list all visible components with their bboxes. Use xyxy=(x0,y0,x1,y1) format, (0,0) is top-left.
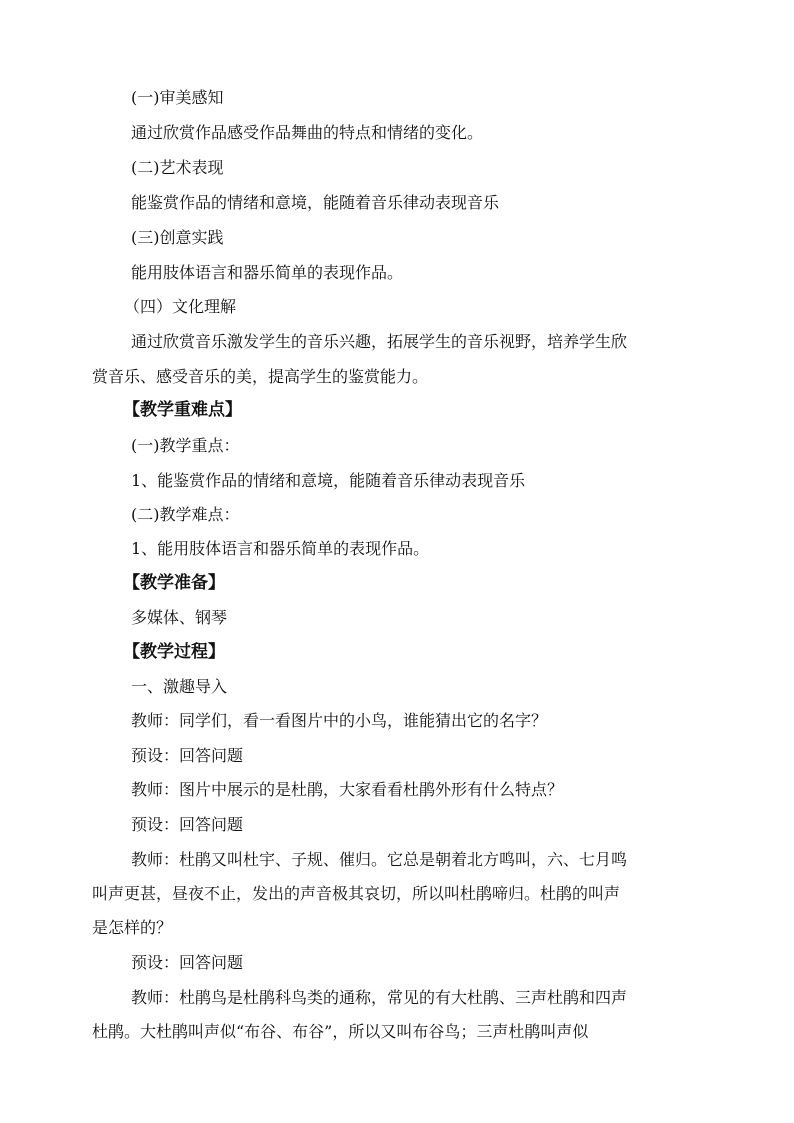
creative-heading: (三)创意实践 xyxy=(131,228,224,247)
cultural-text-line-2: 赏音乐、感受音乐的美，提高学生的鉴赏能力。 xyxy=(92,367,429,386)
aesthetic-text: 通过欣赏作品感受作品舞曲的特点和情绪的变化。 xyxy=(131,123,484,142)
teacher-question-1: 教师：同学们，看一看图片中的小鸟，谁能猜出它的名字？ xyxy=(131,711,548,730)
focus-text: 1、能鉴赏作品的情绪和意境，能随着音乐律动表现音乐 xyxy=(131,471,526,490)
preparation-text: 多媒体、钢琴 xyxy=(131,608,228,627)
teacher-question-3-line-3: 是怎样的？ xyxy=(92,918,173,937)
key-points-heading: 【教学重难点】 xyxy=(123,400,242,420)
teacher-question-4-line-1: 教师：杜鹃鸟是杜鹃科鸟类的通称，常见的有大杜鹃、三声杜鹃和四声 xyxy=(131,988,628,1007)
expected-answer-1: 预设：回答问题 xyxy=(131,746,244,765)
difficulty-heading: (二)教学难点： xyxy=(131,505,240,524)
cultural-heading: （四）文化理解 xyxy=(124,297,237,316)
teacher-question-3-line-1: 教师：杜鹃又叫杜宇、子规、催归。它总是朝着北方鸣叫，六、七月鸣 xyxy=(131,850,628,869)
teacher-question-4-line-2: 杜鹃。大杜鹃叫声似“布谷、布谷”，所以又叫布谷鸟；三声杜鹃叫声似 xyxy=(92,1022,589,1041)
preparation-heading: 【教学准备】 xyxy=(123,573,225,593)
focus-heading: (一)教学重点： xyxy=(131,436,240,455)
process-heading: 【教学过程】 xyxy=(123,642,225,662)
aesthetic-heading: (一)审美感知 xyxy=(131,88,224,107)
expected-answer-2: 预设：回答问题 xyxy=(131,815,244,834)
difficulty-text: 1、能用肢体语言和器乐简单的表现作品。 xyxy=(131,539,430,558)
creative-text: 能用肢体语言和器乐简单的表现作品。 xyxy=(131,263,404,282)
process-step-1: 一、激趣导入 xyxy=(131,677,228,696)
artistic-text: 能鉴赏作品的情绪和意境，能随着音乐律动表现音乐 xyxy=(131,193,500,212)
teacher-question-2: 教师：图片中展示的是杜鹃，大家看看杜鹃外形有什么特点？ xyxy=(131,780,564,799)
artistic-heading: (二)艺术表现 xyxy=(131,158,224,177)
cultural-text-line-1: 通过欣赏音乐激发学生的音乐兴趣，拓展学生的音乐视野，培养学生欣 xyxy=(131,332,628,351)
expected-answer-3: 预设：回答问题 xyxy=(131,953,244,972)
teacher-question-3-line-2: 叫声更甚，昼夜不止，发出的声音极其哀切，所以叫杜鹃啼归。杜鹃的叫声 xyxy=(92,884,621,903)
